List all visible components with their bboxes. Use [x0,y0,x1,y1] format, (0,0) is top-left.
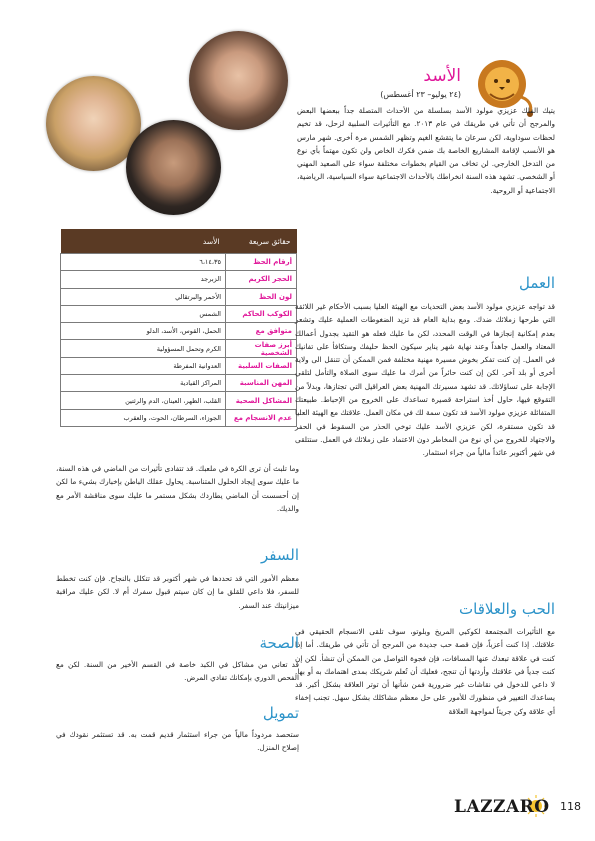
fact-value: ٦،١٤،٣٥ [61,254,226,271]
fact-key: المشاكل الصحية [226,392,297,409]
fact-value: الزبرجد [61,271,226,288]
work-heading: العمل [518,274,555,292]
sign-title: الأسد [423,66,461,86]
intro-paragraph: يتيك الفلك عزيزي مولود الأسد بسلسلة من الأحداث المتصلة جداً ببعضها البعض والمرجح أن تأتي في طريقك في عام ٢٠١٣. مع التأثيرات السلبية لزحل، قد تخيم لحظات سوداوية، لكن سرعان ما يتقشع الغيم وتظهر الشمس مرة أخرى. شهر مارس هو الأنسب لإقامة المشاريع الخاصة بك ضمن فكرك الخاص ولن تكون مهتماً بأي نوع من التدخل الخارجي. لن تخاف من القيام بخطوات مختلفة سواء على الصعيد المهني أو الشخصي. تشهد هذه السنة انخراطك بالأحداث الاجتماعية سواء السياسية، الرياضية، الاجتماعية أو الروحية. [297,106,555,195]
celebrity-photo-woman-1 [189,31,288,130]
health-paragraph: قد تعاني من مشاكل في الكبد خاصة في القسم الأخير من السنة. لكن مع الفحص الدوري بإمكانك تفادي المرض. [56,660,299,683]
fact-key: عدم الانسجام مع [226,409,297,426]
facts-table [60,229,297,427]
finance-heading: تمويل [262,704,299,722]
fact-value: الجوزاء، السرطان، الحوت، والعقرب [61,409,226,426]
fact-key: أرقام الحظ [226,254,297,271]
fact-key: لون الحظ [226,288,297,305]
fact-key: الكوكب الحاكم [226,305,297,322]
fact-value: العدوانية المفرطة [61,357,226,374]
travel-paragraph: معظم الأمور التي قد تحددها في شهر أكتوبر قد تتكلل بالنجاح. فإن كنت تخطط للسفر، فلا داعي للقلق ما إن كان سيتم قبول سفرك أم لا. لكن عليك مراقبة ميزانيتك عند السفر. [56,574,299,610]
sign-dates: (٢٤ يوليو– ٢٣ أغسطس) [380,90,461,99]
fact-key: المهن المناسبة [226,375,297,392]
travel-heading: السفر [261,546,299,564]
fact-value: القلب، الظهر، العينان، الدم والرئتين [61,392,226,409]
page-number: 118 [560,800,581,813]
finance-paragraph: ستحصد مردوداً مالياً من جراء استثمار قديم قمت به. قد تستثمر نقودك في إصلاح المنزل. [56,730,299,753]
fact-value: المراكز القيادية [61,375,226,392]
facts-header-key: حقائق سريعة [226,229,297,254]
fact-key: الحجر الكريم [226,271,297,288]
work-paragraph: قد تواجه عزيزي مولود الأسد بعض التحديات مع الهيئة العليا بسبب الأحكام غير اللائقة التي طرحها زملائك ضدك. ومع بداية العام قد تزيد الضغوطات العملية عليك وتشعر بعدم إمكانية إنجازها في الوقت المحدد، لكن ما عليك فعله هو التقيد بجدول أعمالك المعتاد والعمل جاهداً وعند نهاية شهر يناير سيكون الحظ حليفك وستكافأ على تفانيك في العمل. إن كنت تفكر بخوض مسيرة مهنية مختلفة فمن الممكن أن تتنقل الى ولاية أخرى أو بلد آخر. لكن إن كنت حائراً من أمرك ما عليك سوى الصلاة والتأمل لتلقي الإجابة على تساؤلاتك. قد تشهد مسيرتك المهنية بعض العراقيل التي تجتازها، وبدلاً من التقوقع فيها، حاول أخذ استراحة قصيرة تساعدك على الخروج من الإحباط. طبيعتك المتفائلة عزيزي مولود الأسد قد تكون سمة لك في مكان العمل. علاقتك مع الهيئة العليا قد تكون مستقرة، لكن عزيزي الأسد عليك توخي الحذر من السقوط في الحفر والاجتهاد للخروج من أي نوع من المخاطر دون الاعتماد على زملائك في العمل. ستتلقى في شهر أكتوبر عائداً مالياً من جراء استثمار. [295,302,555,458]
fact-value: الأحمر والبرتقالي [61,288,226,305]
fact-key: أبرز صفات الشخصية [226,340,297,357]
brand-logo [454,794,554,820]
health-heading: الصحة [259,634,299,652]
fact-key: الصفات السلبية [226,357,297,374]
love-heading: الحب والعلاقات [459,600,555,618]
love-paragraph: مع التأثيرات المجتمعة لكوكبي المريخ وبلوتو، سوف تلقى الانسجام الحقيقي في علاقتك. إذا كنت أعزباً، فإن قصة حب جديدة من المرجح أن تأتي في طريقك. أما إذا كنت في علاقة تبعدك عنها المسافات، فإن فجوة التواصل من الممكن أن تنشأ. لكن إن كنت جدياً في علاقتك وأردتها أن تنجح، فعليك أن تُعلم شريكك بمدى اهتمامك به أو بها. لا داعي للدخول في نقاشات غير ضرورية فمن شأنها أن توتر العلاقة بشكل أكبر. قد يساعدك التغيير في منظورك للأمور على حل معظم مشاكلك بشكل سهل. تجنب إخفاء أي علاقة وكن جريئاً لمواجهة العلاقة [295,627,555,716]
celebrity-photo-man [126,120,221,215]
fact-value: الشمس [61,305,226,322]
facts-header-value: الأسد [61,229,226,254]
fact-key: متوافق مع [226,323,297,340]
continuation-paragraph: وما تلبث أن ترى الكرة في ملعبك. قد تتفادى تأثيرات من الماضي في هذه السنة، ما عليك سوى إيجاد الحلول المتناسبة. يحاول عقلك الباطن بإخبارك بشيء ما لكن إن أحسست أن الماضي يطاردك بشكل مستمر ما عليك سوى مناقشة الأمر مع والديك. [56,464,299,513]
fact-value: الكرم وتحمل المسؤولية [61,340,226,357]
fact-value: الحمل، القوس، الأسد، الدلو [61,323,226,340]
brand-name: LAZZARO [454,797,550,817]
